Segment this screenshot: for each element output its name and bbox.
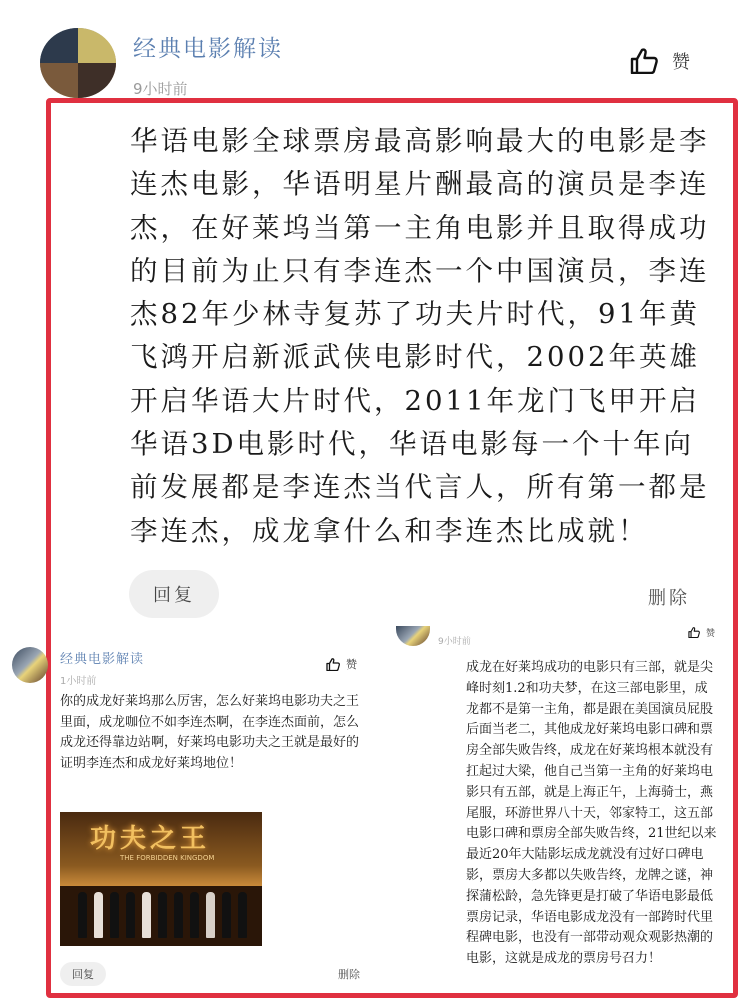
photo-banner-subtitle: THE FORBIDDEN KINGDOM: [120, 854, 215, 862]
embedded-like: [326, 656, 357, 672]
embedded-comment-text-right: 成龙在好莱坞成功的电影只有三部，就是尖峰时刻1.2和功夫梦，在这三部电影里，成龙都不是第一主角，都是跟在美国演员屁股后面当老二，其他成龙好莱坞电影口碑和票房全部失败告终，成龙在好莱坞根本就没有扛起过大梁，他自己当第一主角的好莱坞电影只有五部，就是上海正午，上海骑士，燕尾服，环游世界八十天，邻家特工，这五部电影口碑和票房全部失败告终，21世纪以来最近20年大陆影坛成龙就没有过好口碑电影，票房大多都以失败告终，龙牌之谜，神探蒲松龄，急先锋更是打破了华语电影最低票房记录，华语电影成龙没有一部跨时代里程碑电影，也没有一部带动观众观影热潮的电影，这就是成龙的票房号召力！: [466, 660, 717, 967]
author-name[interactable]: 经典电影解读: [133, 36, 283, 62]
embedded-like-label-right: 赞: [706, 629, 716, 639]
like-button[interactable]: [630, 48, 690, 74]
main-comment-text: 华语电影全球票房最高影响最大的电影是李连杰电影，华语明星片酬最高的演员是李连杰，在好莱坞当第一主角电影并且取得成功的目前为止只有李连杰一个中国演员，李连杰82年少林寺复苏了功夫片时代，91年黄飞鸿开启新派武侠电影时代，2002年英雄开启华语大片时代，2011年龙门飞甲开启华语3D电影时代，华语电影每一个十年向前发展都是李连杰当代言人，所有第一都是李连杰，成龙拿什么和李连杰比成就！: [130, 125, 710, 547]
embedded-author-avatar: [12, 647, 48, 683]
thumbs-up-icon: [326, 658, 340, 671]
delete-button[interactable]: 删除: [648, 588, 690, 609]
thumbs-up-icon: [630, 48, 658, 74]
embedded-delete-button: 删除: [338, 968, 360, 981]
post-time: 9小时前: [133, 80, 188, 98]
reply-button[interactable]: 回复: [129, 570, 219, 618]
thumbs-up-icon: [688, 627, 700, 638]
embedded-like-label: 赞: [346, 658, 357, 671]
author-avatar[interactable]: [40, 28, 116, 98]
movie-premiere-photo: [60, 812, 262, 946]
embedded-reply-button: 回复: [60, 962, 106, 986]
embedded-author-name: 经典电影解读: [60, 652, 145, 667]
embedded-post-time: 1小时前: [60, 676, 97, 687]
embedded-comment-text: 你的成龙好莱坞那么厉害，怎么好莱坞电影功夫之王里面，成龙咖位不如李连杰啊，在李连杰面前，怎么成龙还得靠边站啊，好莱坞电影功夫之王就是最好的证明李连杰和成龙好莱坞地位！: [60, 694, 360, 771]
embedded-post-time-right: 9小时前: [438, 637, 471, 647]
like-label: 赞: [672, 52, 690, 73]
embedded-like-right: [688, 626, 715, 639]
photo-banner-title: 功夫之王: [90, 824, 211, 854]
